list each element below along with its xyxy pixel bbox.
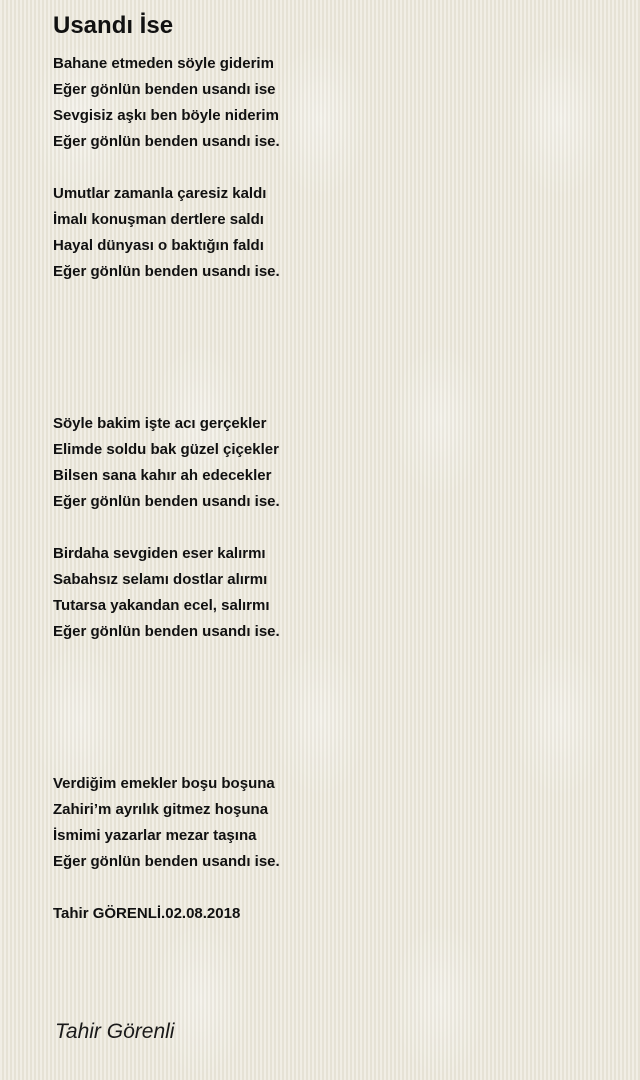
stanza-gap (53, 515, 613, 541)
stanza-2 (53, 181, 613, 285)
stanza-3 (53, 411, 613, 515)
poem-line: Eğer gönlün benden usandı ise. (53, 133, 280, 150)
poem-line: Sevgisiz aşkı ben böyle niderim (53, 107, 279, 124)
poem-line: Zahiri’m ayrılık gitmez hoşuna (53, 801, 269, 818)
poem-line: Verdiğim emekler boşu boşuna (53, 775, 275, 792)
poem-line: Tutarsa yakandan ecel, salırmı (53, 597, 270, 614)
poem-line: Elimde soldu bak güzel çiçekler (53, 441, 279, 458)
stanza-4 (53, 541, 613, 645)
poem-title: Usandı İse (53, 12, 174, 39)
stanza-1 (53, 51, 613, 155)
author-name: Tahir Görenli (55, 1020, 175, 1043)
poem-line: İmalı konuşman dertlere saldı (53, 211, 264, 228)
signature-date-line: Tahir GÖRENLİ.02.08.2018 (53, 905, 241, 922)
poem-line: Eğer gönlün benden usandı ise. (53, 853, 280, 870)
poem-body (53, 51, 613, 927)
stanza-gap (53, 155, 613, 181)
stanza-gap (53, 875, 613, 901)
stanza-gap-large (53, 285, 613, 411)
stanza-5 (53, 771, 613, 875)
poem-line: Eğer gönlün benden usandı ise. (53, 623, 280, 640)
poem-line: Söyle bakim işte acı gerçekler (53, 415, 267, 432)
poem-line: Hayal dünyası o baktığın faldı (53, 237, 264, 254)
poem-line: Eğer gönlün benden usandı ise. (53, 263, 280, 280)
stanza-gap-large (53, 645, 613, 771)
poem-line: Birdaha sevgiden eser kalırmı (53, 545, 266, 562)
poem-line: İsmimi yazarlar mezar taşına (53, 827, 257, 844)
poem-line: Bilsen sana kahır ah edecekler (53, 467, 272, 484)
poem-line: Bahane etmeden söyle giderim (53, 55, 274, 72)
poem-line: Sabahsız selamı dostlar alırmı (53, 571, 268, 588)
poem-line: Umutlar zamanla çaresiz kaldı (53, 185, 267, 202)
poem-line: Eğer gönlün benden usandı ise (53, 81, 276, 98)
poem-line: Eğer gönlün benden usandı ise. (53, 493, 280, 510)
